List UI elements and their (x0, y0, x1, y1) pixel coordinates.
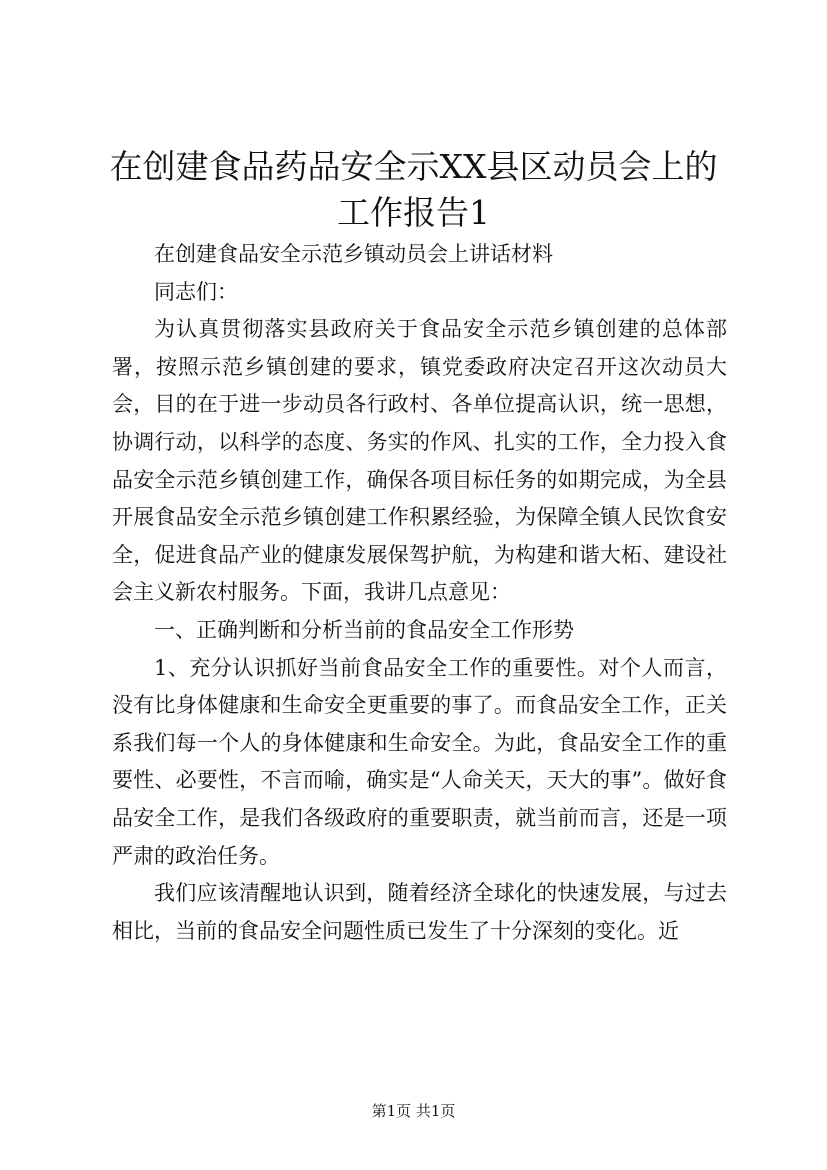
paragraph-point-1: 1、充分认识抓好当前食品安全工作的重要性。对个人而言，没有比身体健康和生命安全更重要的事了。而食品安全工作，正关系我们每一个人的身体健康和生命安全。为此，食品安全工作的重要性、必要性，不言而喻，确实是“人命关天，天大的事”。做好食品安全工作，是我们各级政府的重要职责，就当前而言，还是一项严肃的政治任务。 (112, 655, 727, 868)
paragraph-salutation: 同志们： (154, 279, 238, 304)
paragraph-section-heading: 一、正确判断和分析当前的食品安全工作形势 (154, 617, 574, 642)
paragraph-continuation: 我们应该清醒地认识到，随着经济全球化的快速发展，与过去相比，当前的食品安全问题性质已发生了十分深刻的变化。近 (112, 881, 727, 943)
paragraph-subtitle: 在创建食品安全示范乡镇动员会上讲话材料 (154, 242, 553, 266)
document-title: 在创建食品药品安全示XX县区动员会上的工作报告1 (109, 147, 718, 232)
page-footer: 第1页 共1页 (371, 1102, 456, 1120)
document-body (112, 236, 727, 950)
paragraph-intro: 为认真贯彻落实县政府关于食品安全示范乡镇创建的总体部署，按照示范乡镇创建的要求，镇党委政府决定召开这次动员大会，目的在于进一步动员各行政村、各单位提高认识，统一思想，协调行动，以科学的态度、务实的作风、扎实的工作，全力投入食品安全示范乡镇创建工作，确保各项目标任务的如期完成，为全县开展食品安全示范乡镇创建工作积累经验，为保障全镇人民饮食安全，促进食品产业的健康发展保驾护航，为构建和谐大柘、建设社会主义新农村服务。下面，我讲几点意见： (112, 317, 727, 605)
